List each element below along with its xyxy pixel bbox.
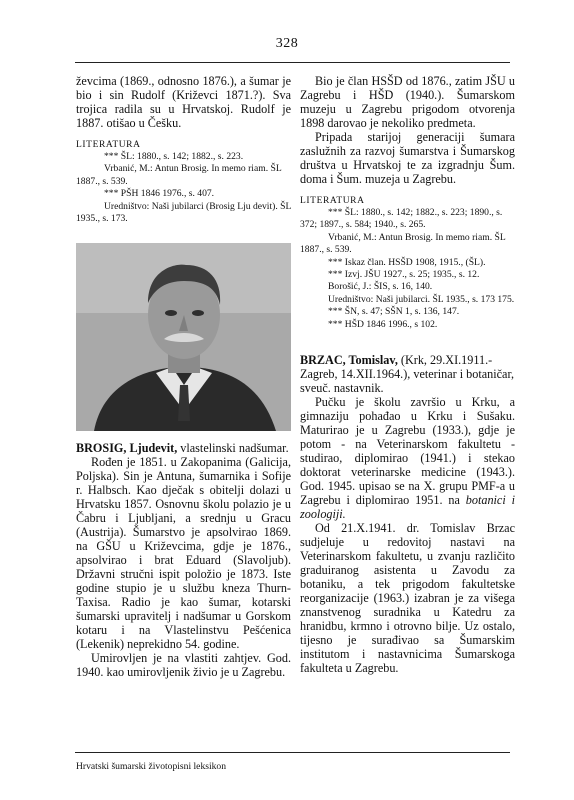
biography-paragraph bbox=[300, 395, 515, 521]
entry-description: (Krk, 29.XI.1911.-Zagreb, 14.XII.1964.), veterinar i botaničar, sveuč. nastavnik. bbox=[300, 353, 515, 396]
reference-item: *** PŠH 1846 1976., s. 407. bbox=[104, 188, 215, 200]
intro-paragraph: ževcima (1869., odnosno 1876.), a šumar je bio i sin Rudolf (Križevci 1871.?). Sva trojica radila su u Hrvatskoj. Rudolf je 1887. otišao u Češku. bbox=[76, 74, 291, 130]
entry-name: BROSIG, Ljudevit, bbox=[76, 441, 178, 456]
biography-italic-text: botanici i zoologiji. bbox=[300, 493, 515, 522]
reference-item: Uredništvo: Naši jubilarci (Brosig Lju devit). ŠL 1935., s. 173. bbox=[76, 200, 291, 225]
reference-item: *** ŠN, s. 47; SŠN 1, s. 136, 147. bbox=[328, 306, 460, 318]
entry-spacer bbox=[300, 331, 515, 353]
portrait-photo bbox=[76, 243, 291, 431]
reference-item: *** Iskaz član. HSŠD 1908, 1915., (ŠL). bbox=[328, 256, 486, 268]
left-column bbox=[76, 74, 291, 679]
entry-heading-brosig bbox=[76, 441, 291, 455]
reference-item: Uredništvo: Naši jubilarci. ŠL 1935., s. 173 175. bbox=[328, 293, 515, 305]
footer-title: Hrvatski šumarski životopisni leksikon bbox=[76, 761, 227, 772]
literatura-heading: LITERATURA bbox=[300, 196, 365, 206]
reference-item: Borošić, J.: ŠIS, s. 16, 140. bbox=[328, 281, 433, 293]
entry-heading-brzac bbox=[300, 353, 515, 395]
entry-description: vlastelinski nadšumar. bbox=[177, 441, 289, 456]
page-number: 328 bbox=[275, 36, 299, 51]
reference-item: *** ŠL: 1880., s. 142; 1882., s. 223; 1890., s. 372; 1897., s. 584; 1940., s. 265. bbox=[300, 207, 503, 231]
reference-item: *** ŠL: 1880., s. 142; 1882., s. 223. bbox=[104, 151, 244, 162]
biography-text: Pučku je školu završio u Krku, a gimnaziju pohađao u Krku i Sušaku. Maturirao je u Zagrebu (1933.), gdje je potom - na Veterinarskom fakultetu - studirao, diplomirao (1941.) i stekao doktorat veterinarske medicine (1943.). God. 1945. upisao se na X. grupu PMF-a u Zagrebu i diplomirao 1951. na bbox=[300, 395, 515, 508]
biography-paragraph: Pripada starijoj generaciji šumara zaslužnih za razvoj šumarstva i Šumarskog društva u Hrvatskoj te za izgradnju Šum. doma i Šum. muzeja u Zagrebu. bbox=[300, 130, 515, 186]
reference-item: Vrbanić, M.: Antun Brosig. In memo riam. ŠL 1887., s. 539. bbox=[300, 231, 506, 256]
biography-paragraph: Bio je član HSŠD od 1876., zatim JŠU u Zagrebu i HŠD (1940.). Šumarskom muzeju u Zagrebu prigodom otvorenja 1898 darovao je nekoliko predmeta. bbox=[300, 74, 515, 130]
reference-item: Vrbanić, M.: Antun Brosig. In memo riam. ŠL 1887., s. 539. bbox=[76, 163, 282, 187]
footer-rule bbox=[75, 752, 510, 753]
literatura-heading: LITERATURA bbox=[76, 140, 141, 150]
header-rule bbox=[75, 62, 510, 63]
portrait-illustration bbox=[76, 243, 291, 431]
entry-name: BRZAC, Tomislav, bbox=[300, 353, 398, 368]
biography-paragraph: Umirovljen je na vlastiti zahtjev. God. 1940. kao umirovljenik živio je u Zagrebu. bbox=[76, 651, 291, 680]
biography-paragraph: Rođen je 1851. u Zakopanima (Galicija, Poljska). Sin je Antuna, šumarnika i Sofije r. Halbsch. Kao dječak s obitelji dolazi u Hrvatsku 1857. Osnovnu školu polazio je u Čabru i Ljubljani, a srednju u Gracu (Austrija). Šumarstvo je apsolvirao 1869. na GŠU u Križevcima, gdje je 1876., apsolvirao i brat Eduard (Slavoljub). Državni stručni ispit položio je 1873. Iste godine stupio je u službu kneza Thurn-Taxisa. Radio je kao šumar, kotarski šumarski upravitelj i nadšumar u Gorskom kotaru i na Vlastelinstvu Pešćenica (Lekenik) neprekidno 54. godine. bbox=[76, 455, 291, 652]
right-column bbox=[300, 74, 515, 675]
reference-item: *** Izvj. JŠU 1927., s. 25; 1935., s. 12. bbox=[328, 269, 480, 281]
reference-item: *** HŠD 1846 1996., s 102. bbox=[328, 318, 438, 330]
biography-paragraph: Od 21.X.1941. dr. Tomislav Brzac sudjeluje u redovitoj nastavi na Veterinarskom fakultetu, u zvanju različito graduiranog asistenta u Zavodu za botaniku, a tek prigodom fakultetske reorganizacije (1963.) izabran je za višega znanstvenog suradnika u Katedru za hranidbu, krmno i otrovno bilje. Uz ostalo, tijesno je surađivao sa Šumarskim institutom i nastavnicima Šumarskoga fakulteta u Zagrebu. bbox=[300, 521, 515, 676]
